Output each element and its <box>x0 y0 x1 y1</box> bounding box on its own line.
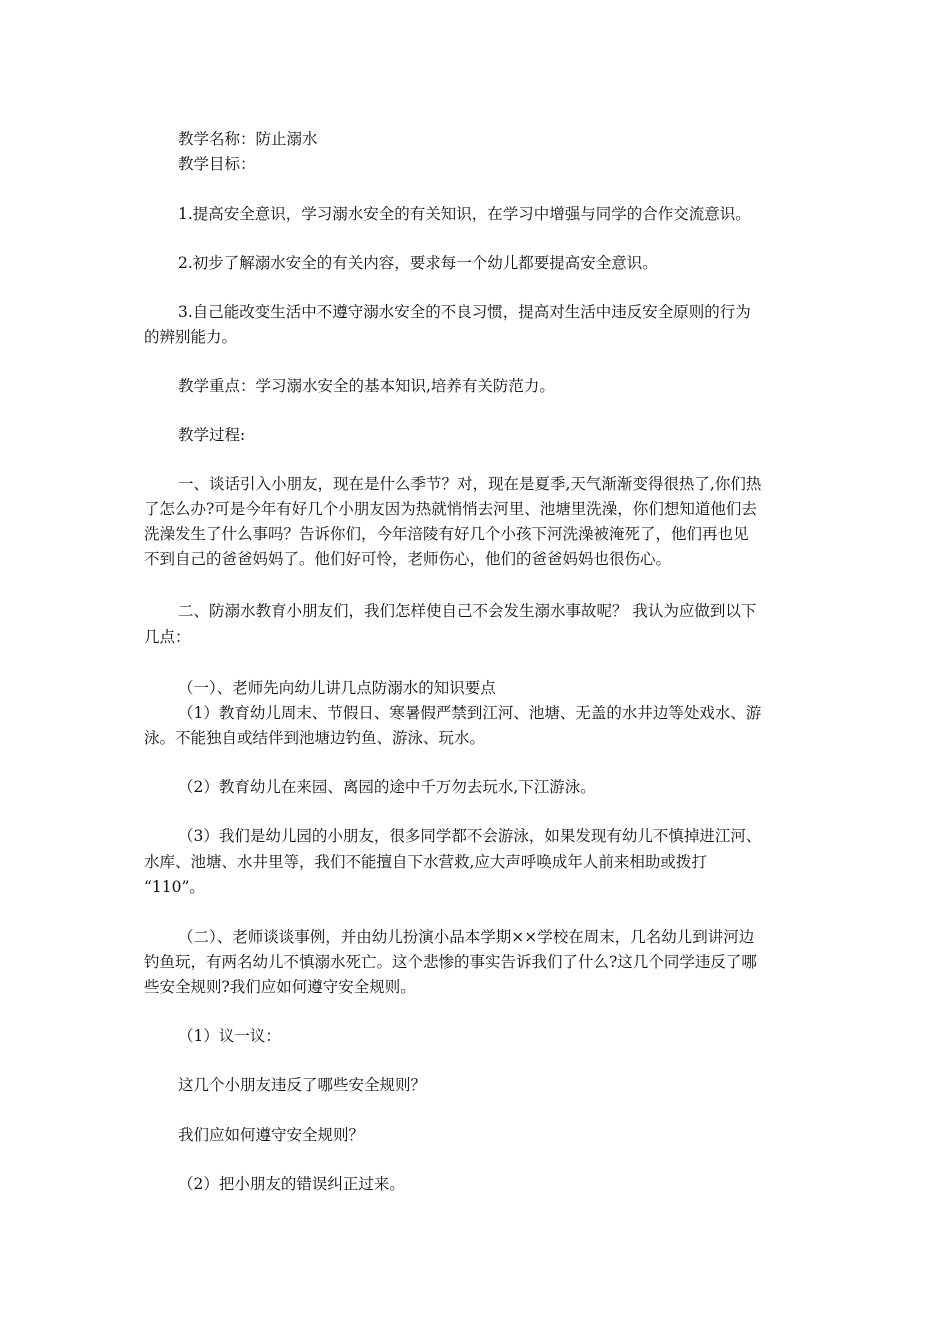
section-1-item-1-line-2: 泳。不能独自或结伴到池塘边钓鱼、游泳、玩水。 <box>144 729 486 747</box>
section-2-line-3: 些安全规则?我们应如何遵守安全规则。 <box>144 978 416 996</box>
section-1-item-3-line-3: “110”。 <box>144 878 205 896</box>
section-1-item-1-line-1: （1）教育幼儿周末、节假日、寒暑假严禁到江河、池塘、无盖的水井边等处戏水、游 <box>178 704 762 722</box>
section-2-line-1: （二）、老师谈谈事例，并由幼儿扮演小品本学期××学校在周末，几名幼儿到讲河边 <box>178 928 755 946</box>
paragraph-1-line-2: 了怎么办?可是今年有好几个小朋友因为热就悄悄去河里、池塘里洗澡，你们想知道他们去 <box>144 500 757 518</box>
paragraph-1-line-4: 不到自己的爸爸妈妈了。他们好可怜，老师伤心，他们的爸爸妈妈也很伤心。 <box>144 550 672 568</box>
paragraph-1-line-1: 一、谈话引入小朋友，现在是什么季节？对，现在是夏季,天气渐渐变得很热了,你们热 <box>178 475 762 493</box>
process-heading: 教学过程: <box>178 426 246 444</box>
goal-item-3-line-1: 3.自己能改变生活中不遵守溺水安全的不良习惯，提高对生活中违反安全原则的行为 <box>178 303 751 321</box>
goal-item-2: 2.初步了解溺水安全的有关内容，要求每一个幼儿都要提高安全意识。 <box>178 254 658 272</box>
section-1-item-3-line-2: 水库、池塘、水井里等，我们不能擅自下水营救,应大声呼唤成年人前来相助或拨打 <box>144 853 707 871</box>
section-1-heading: （一）、老师先向幼儿讲几点防溺水的知识要点 <box>178 679 496 697</box>
section-2-line-2: 钓鱼玩，有两名幼儿不慎溺水死亡。这个悲惨的事实告诉我们了什么?这几个同学违反了哪 <box>144 953 757 971</box>
section-1-item-2: （2）教育幼儿在来园、离园的途中千万勿去玩水,下江游泳。 <box>178 778 596 796</box>
discussion-question-1: 这几个小朋友违反了哪些安全规则？ <box>178 1076 427 1094</box>
key-point: 教学重点：学习溺水安全的基本知识,培养有关防范力。 <box>178 377 555 395</box>
discussion-question-2: 我们应如何遵守安全规则？ <box>178 1126 365 1144</box>
section-2-item-1: （1）议一议： <box>178 1027 281 1045</box>
section-2-item-2: （2）把小朋友的错误纠正过来。 <box>178 1175 405 1193</box>
lesson-title: 教学名称：防止溺水 <box>178 130 318 148</box>
paragraph-2-line-1: 二、防溺水教育小朋友们，我们怎样使自己不会发生溺水事故呢？ 我认为应做到以下 <box>178 602 757 620</box>
paragraph-2-line-2: 几点： <box>144 628 191 646</box>
goal-heading: 教学目标： <box>178 155 256 173</box>
section-1-item-3-line-1: （3）我们是幼儿园的小朋友，很多同学都不会游泳，如果发现有幼儿不慎掉进江河、 <box>178 827 762 845</box>
goal-item-3-line-2: 的辨别能力。 <box>144 328 238 346</box>
paragraph-1-line-3: 洗澡发生了什么事吗？告诉你们，今年涪陵有好几个小孩下河洗澡被淹死了，他们再也见 <box>144 525 749 543</box>
goal-item-1: 1.提高安全意识，学习溺水安全的有关知识，在学习中增强与同学的合作交流意识。 <box>178 205 751 223</box>
